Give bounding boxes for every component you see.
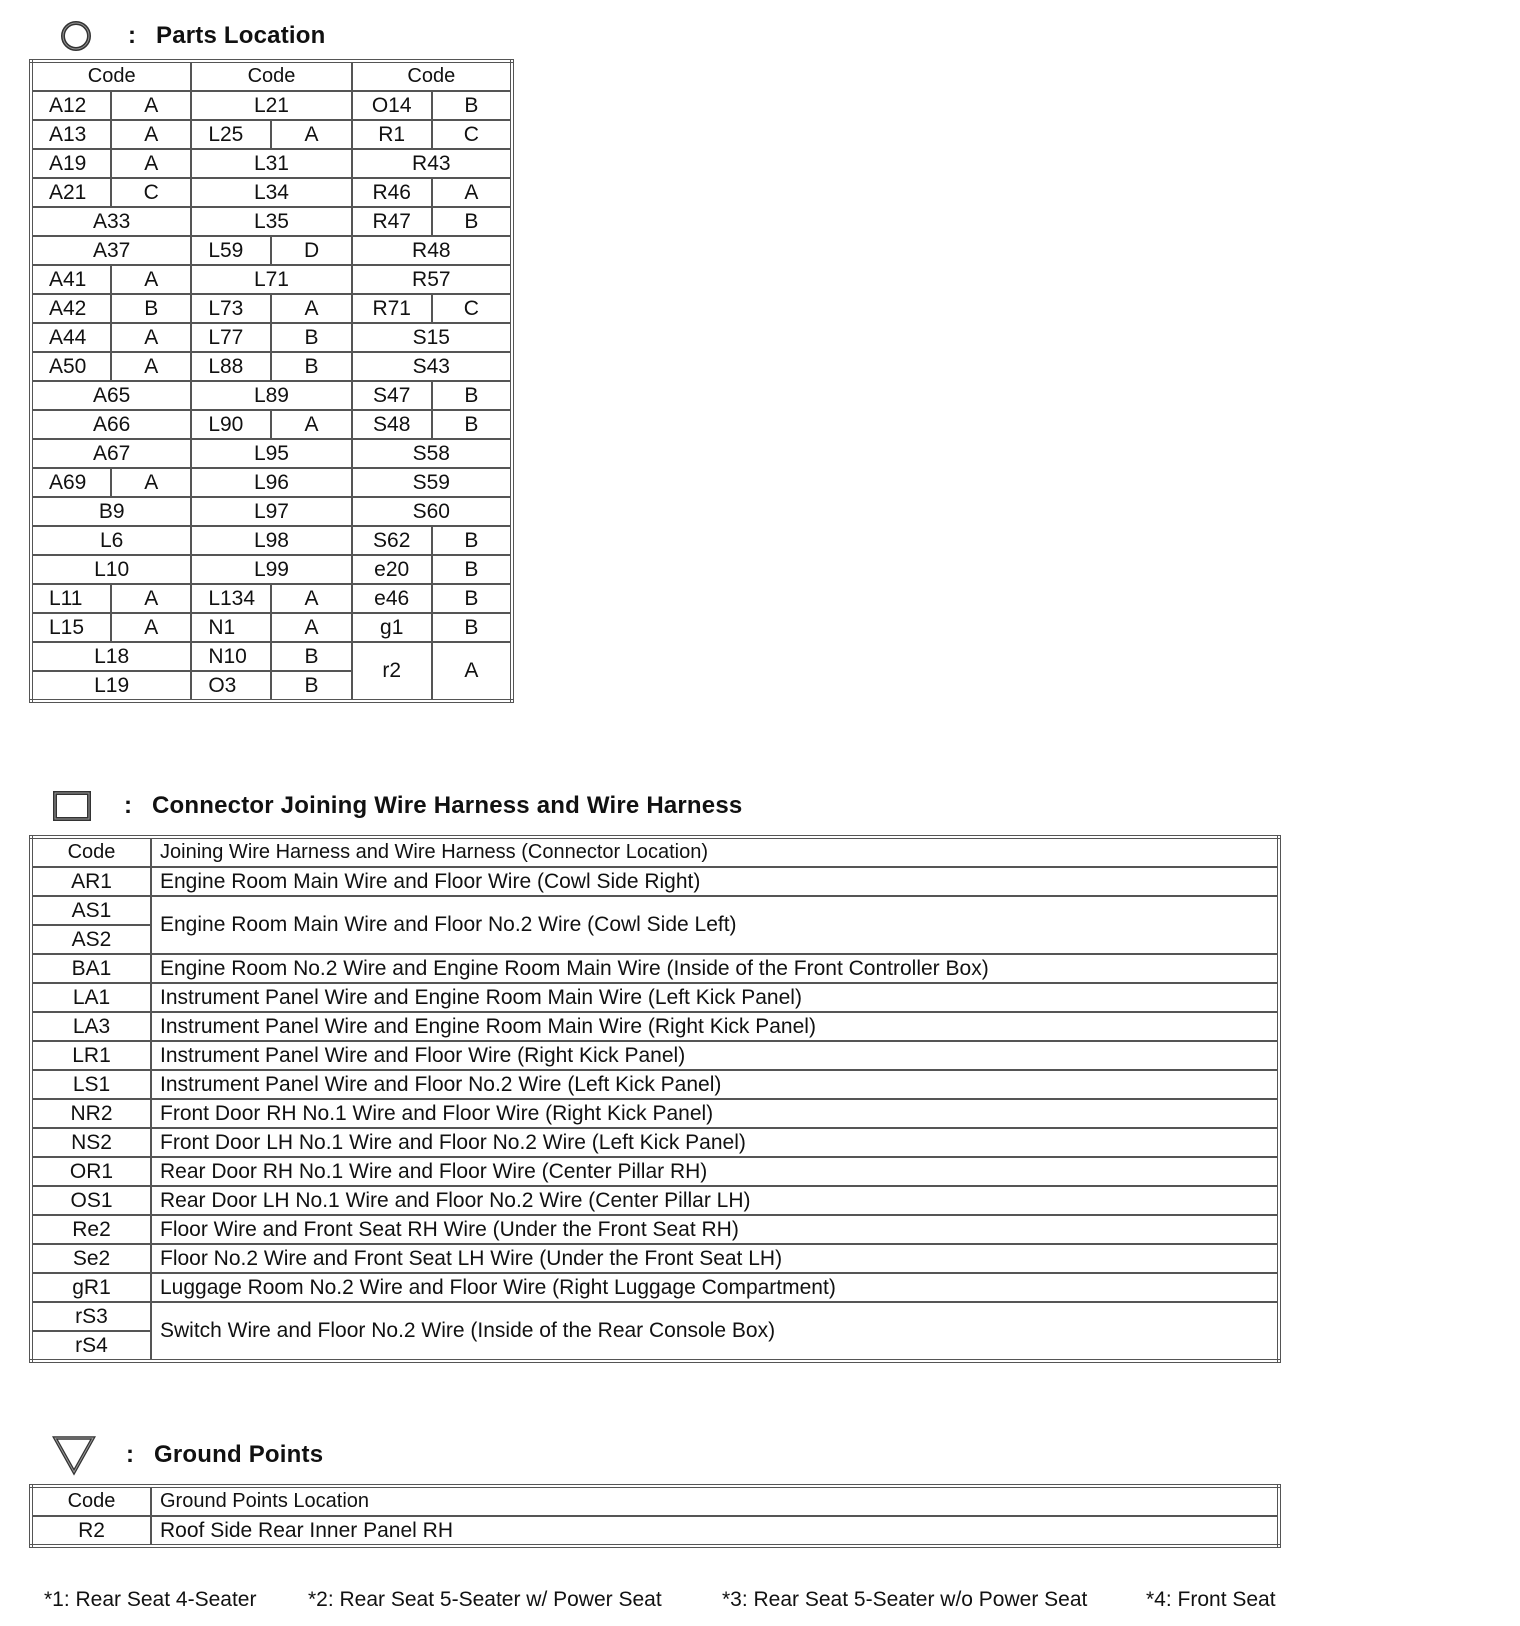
- parts-row: [31, 91, 512, 120]
- ground-desc: Roof Side Rear Inner Panel RH: [151, 1516, 1279, 1546]
- connector-row: [31, 1099, 1279, 1128]
- part-location-letter: B: [271, 642, 351, 671]
- part-code: r2: [352, 642, 432, 701]
- connector-row: [31, 1273, 1279, 1302]
- part-code: S15: [352, 323, 512, 352]
- part-code: S58: [352, 439, 512, 468]
- parts-header-code: Code: [31, 61, 191, 91]
- connector-row: [31, 954, 1279, 983]
- connector-desc: Instrument Panel Wire and Floor Wire (Right Kick Panel): [151, 1041, 1279, 1070]
- part-code: A69: [31, 468, 111, 497]
- connector-code: gR1: [31, 1273, 151, 1302]
- connector-code: Re2: [31, 1215, 151, 1244]
- connector-code: rS3: [31, 1302, 151, 1331]
- ground-colon: :: [126, 1441, 134, 1468]
- parts-row: [31, 410, 512, 439]
- circle-icon: [54, 14, 98, 58]
- part-code: A66: [31, 410, 191, 439]
- part-location-letter: B: [432, 555, 512, 584]
- ground-code: R2: [31, 1516, 151, 1546]
- footnotes: [44, 1588, 1504, 1622]
- part-code: A33: [31, 207, 191, 236]
- part-location-letter: A: [111, 584, 191, 613]
- part-code: B9: [31, 497, 191, 526]
- part-code: R71: [352, 294, 432, 323]
- connector-header-desc: Joining Wire Harness and Wire Harness (Connector Location): [151, 837, 1279, 867]
- connector-code: rS4: [31, 1331, 151, 1361]
- connector-code: OR1: [31, 1157, 151, 1186]
- part-code: R47: [352, 207, 432, 236]
- part-code: S59: [352, 468, 512, 497]
- parts-row: [31, 207, 512, 236]
- parts-location-table: [29, 59, 514, 703]
- connector-colon: :: [124, 792, 132, 819]
- part-code: O14: [352, 91, 432, 120]
- connector-desc: Floor No.2 Wire and Front Seat LH Wire (Under the Front Seat LH): [151, 1244, 1279, 1273]
- connector-desc: Engine Room Main Wire and Floor Wire (Cowl Side Right): [151, 867, 1279, 896]
- part-code: N10: [191, 642, 271, 671]
- triangle-down-icon: [52, 1433, 96, 1477]
- part-location-letter: B: [432, 207, 512, 236]
- part-location-letter: B: [432, 584, 512, 613]
- connector-table: [29, 835, 1281, 1363]
- connector-code: LA1: [31, 983, 151, 1012]
- connector-row: [31, 1070, 1279, 1099]
- part-code: N1: [191, 613, 271, 642]
- part-code: A21: [31, 178, 111, 207]
- part-code: L90: [191, 410, 271, 439]
- part-code: L89: [191, 381, 351, 410]
- part-code: L15: [31, 613, 111, 642]
- connector-code: NR2: [31, 1099, 151, 1128]
- part-code: L25: [191, 120, 271, 149]
- part-code: g1: [352, 613, 432, 642]
- connector-desc: Instrument Panel Wire and Floor No.2 Wire (Left Kick Panel): [151, 1070, 1279, 1099]
- part-code: L59: [191, 236, 271, 265]
- part-location-letter: A: [271, 294, 351, 323]
- parts-location-title: Parts Location: [156, 22, 326, 49]
- connector-desc: Luggage Room No.2 Wire and Floor Wire (Right Luggage Compartment): [151, 1273, 1279, 1302]
- part-code: O3: [191, 671, 271, 701]
- part-code: S60: [352, 497, 512, 526]
- part-code: e46: [352, 584, 432, 613]
- connector-desc: Instrument Panel Wire and Engine Room Main Wire (Left Kick Panel): [151, 983, 1279, 1012]
- part-code: L97: [191, 497, 351, 526]
- part-location-letter: B: [432, 526, 512, 555]
- connector-desc: Front Door LH No.1 Wire and Floor No.2 Wire (Left Kick Panel): [151, 1128, 1279, 1157]
- ground-table: [29, 1484, 1281, 1548]
- parts-header-code: Code: [191, 61, 351, 91]
- part-location-letter: A: [111, 149, 191, 178]
- part-code: S47: [352, 381, 432, 410]
- part-code: A19: [31, 149, 111, 178]
- part-code: L21: [191, 91, 351, 120]
- connector-code: NS2: [31, 1128, 151, 1157]
- part-location-letter: A: [111, 352, 191, 381]
- parts-row: [31, 439, 512, 468]
- part-code: L34: [191, 178, 351, 207]
- part-location-letter: A: [111, 468, 191, 497]
- part-code: R43: [352, 149, 512, 178]
- connector-desc: Rear Door LH No.1 Wire and Floor No.2 Wire (Center Pillar LH): [151, 1186, 1279, 1215]
- part-location-letter: B: [271, 671, 351, 701]
- part-location-letter: A: [111, 265, 191, 294]
- connector-code: LR1: [31, 1041, 151, 1070]
- part-code: A42: [31, 294, 111, 323]
- connector-code: LS1: [31, 1070, 151, 1099]
- connector-desc: Rear Door RH No.1 Wire and Floor Wire (Center Pillar RH): [151, 1157, 1279, 1186]
- part-code: L19: [31, 671, 191, 701]
- parts-row: [31, 265, 512, 294]
- footnote-1: *1: Rear Seat 4-Seater: [44, 1588, 257, 1611]
- part-location-letter: B: [432, 91, 512, 120]
- parts-row: [31, 526, 512, 555]
- connector-row: [31, 983, 1279, 1012]
- connector-row: [31, 1157, 1279, 1186]
- connector-row: [31, 1244, 1279, 1273]
- part-location-letter: D: [271, 236, 351, 265]
- parts-row: [31, 120, 512, 149]
- part-location-letter: B: [271, 352, 351, 381]
- parts-row: [31, 294, 512, 323]
- connector-header-code: Code: [31, 837, 151, 867]
- part-code: L96: [191, 468, 351, 497]
- ground-header-desc: Ground Points Location: [151, 1486, 1279, 1516]
- parts-row: [31, 497, 512, 526]
- parts-row: [31, 352, 512, 381]
- square-icon: [50, 784, 94, 828]
- part-location-letter: B: [432, 381, 512, 410]
- ground-heading: [52, 1433, 323, 1477]
- part-location-letter: C: [432, 294, 512, 323]
- part-code: A12: [31, 91, 111, 120]
- parts-header-row: [31, 61, 512, 91]
- connector-code: AS1: [31, 896, 151, 925]
- part-code: L18: [31, 642, 191, 671]
- connector-desc: Floor Wire and Front Seat RH Wire (Under the Front Seat RH): [151, 1215, 1279, 1244]
- part-code: L88: [191, 352, 271, 381]
- part-location-letter: A: [271, 120, 351, 149]
- part-code: L73: [191, 294, 271, 323]
- connector-desc: Front Door RH No.1 Wire and Floor Wire (Right Kick Panel): [151, 1099, 1279, 1128]
- connector-code: AR1: [31, 867, 151, 896]
- part-code: A65: [31, 381, 191, 410]
- part-code: L95: [191, 439, 351, 468]
- part-code: L10: [31, 555, 191, 584]
- part-code: S48: [352, 410, 432, 439]
- part-code: S43: [352, 352, 512, 381]
- part-location-letter: B: [271, 323, 351, 352]
- part-code: R46: [352, 178, 432, 207]
- part-code: R1: [352, 120, 432, 149]
- connector-row: [31, 1186, 1279, 1215]
- ground-header-code: Code: [31, 1486, 151, 1516]
- part-location-letter: A: [111, 120, 191, 149]
- part-code: L31: [191, 149, 351, 178]
- part-location-letter: A: [432, 642, 512, 701]
- connector-title: Connector Joining Wire Harness and Wire Harness: [152, 792, 743, 819]
- connector-row: [31, 1012, 1279, 1041]
- parts-row: [31, 584, 512, 613]
- part-code: L11: [31, 584, 111, 613]
- parts-location-colon: :: [128, 22, 136, 49]
- part-code: L35: [191, 207, 351, 236]
- part-location-letter: B: [432, 613, 512, 642]
- part-code: R57: [352, 265, 512, 294]
- connector-code: BA1: [31, 954, 151, 983]
- connector-code: Se2: [31, 1244, 151, 1273]
- parts-row: [31, 149, 512, 178]
- part-code: A41: [31, 265, 111, 294]
- part-code: A50: [31, 352, 111, 381]
- connector-desc: Engine Room Main Wire and Floor No.2 Wire (Cowl Side Left): [151, 896, 1279, 954]
- part-code: R48: [352, 236, 512, 265]
- connector-desc: Engine Room No.2 Wire and Engine Room Main Wire (Inside of the Front Controller Box): [151, 954, 1279, 983]
- ground-header-row: [31, 1486, 1279, 1516]
- connector-code: OS1: [31, 1186, 151, 1215]
- connector-row: [31, 1041, 1279, 1070]
- ground-title: Ground Points: [154, 1441, 324, 1468]
- part-code: L98: [191, 526, 351, 555]
- footnote-2: *2: Rear Seat 5-Seater w/ Power Seat: [308, 1588, 662, 1611]
- part-code: L71: [191, 265, 351, 294]
- part-location-letter: A: [271, 410, 351, 439]
- connector-row: [31, 867, 1279, 896]
- connector-row: [31, 1128, 1279, 1157]
- part-code: A37: [31, 236, 191, 265]
- connector-header-row: [31, 837, 1279, 867]
- part-location-letter: C: [111, 178, 191, 207]
- parts-location-heading: [54, 14, 326, 58]
- ground-row: [31, 1516, 1279, 1546]
- parts-row: [31, 642, 512, 671]
- connector-desc: Switch Wire and Floor No.2 Wire (Inside of the Rear Console Box): [151, 1302, 1279, 1361]
- part-location-letter: A: [111, 323, 191, 352]
- parts-row: [31, 613, 512, 642]
- part-location-letter: C: [432, 120, 512, 149]
- connector-code: LA3: [31, 1012, 151, 1041]
- connector-code: AS2: [31, 925, 151, 954]
- part-code: L134: [191, 584, 271, 613]
- parts-row: [31, 323, 512, 352]
- connector-heading: [50, 784, 742, 828]
- part-location-letter: B: [432, 410, 512, 439]
- parts-row: [31, 468, 512, 497]
- part-location-letter: A: [111, 613, 191, 642]
- part-code: e20: [352, 555, 432, 584]
- part-location-letter: B: [111, 294, 191, 323]
- parts-header-code: Code: [352, 61, 512, 91]
- connector-desc: Instrument Panel Wire and Engine Room Main Wire (Right Kick Panel): [151, 1012, 1279, 1041]
- part-code: S62: [352, 526, 432, 555]
- part-code: A67: [31, 439, 191, 468]
- part-code: A44: [31, 323, 111, 352]
- footnote-4: *4: Front Seat: [1146, 1588, 1276, 1611]
- parts-row: [31, 555, 512, 584]
- footnote-3: *3: Rear Seat 5-Seater w/o Power Seat: [722, 1588, 1088, 1611]
- parts-row: [31, 178, 512, 207]
- part-location-letter: A: [111, 91, 191, 120]
- connector-row: [31, 896, 1279, 925]
- part-code: L77: [191, 323, 271, 352]
- part-code: A13: [31, 120, 111, 149]
- part-location-letter: A: [271, 584, 351, 613]
- parts-row: [31, 236, 512, 265]
- part-location-letter: A: [271, 613, 351, 642]
- part-code: L99: [191, 555, 351, 584]
- part-code: L6: [31, 526, 191, 555]
- parts-row: [31, 381, 512, 410]
- part-location-letter: A: [432, 178, 512, 207]
- connector-row: [31, 1215, 1279, 1244]
- connector-row: [31, 1302, 1279, 1331]
